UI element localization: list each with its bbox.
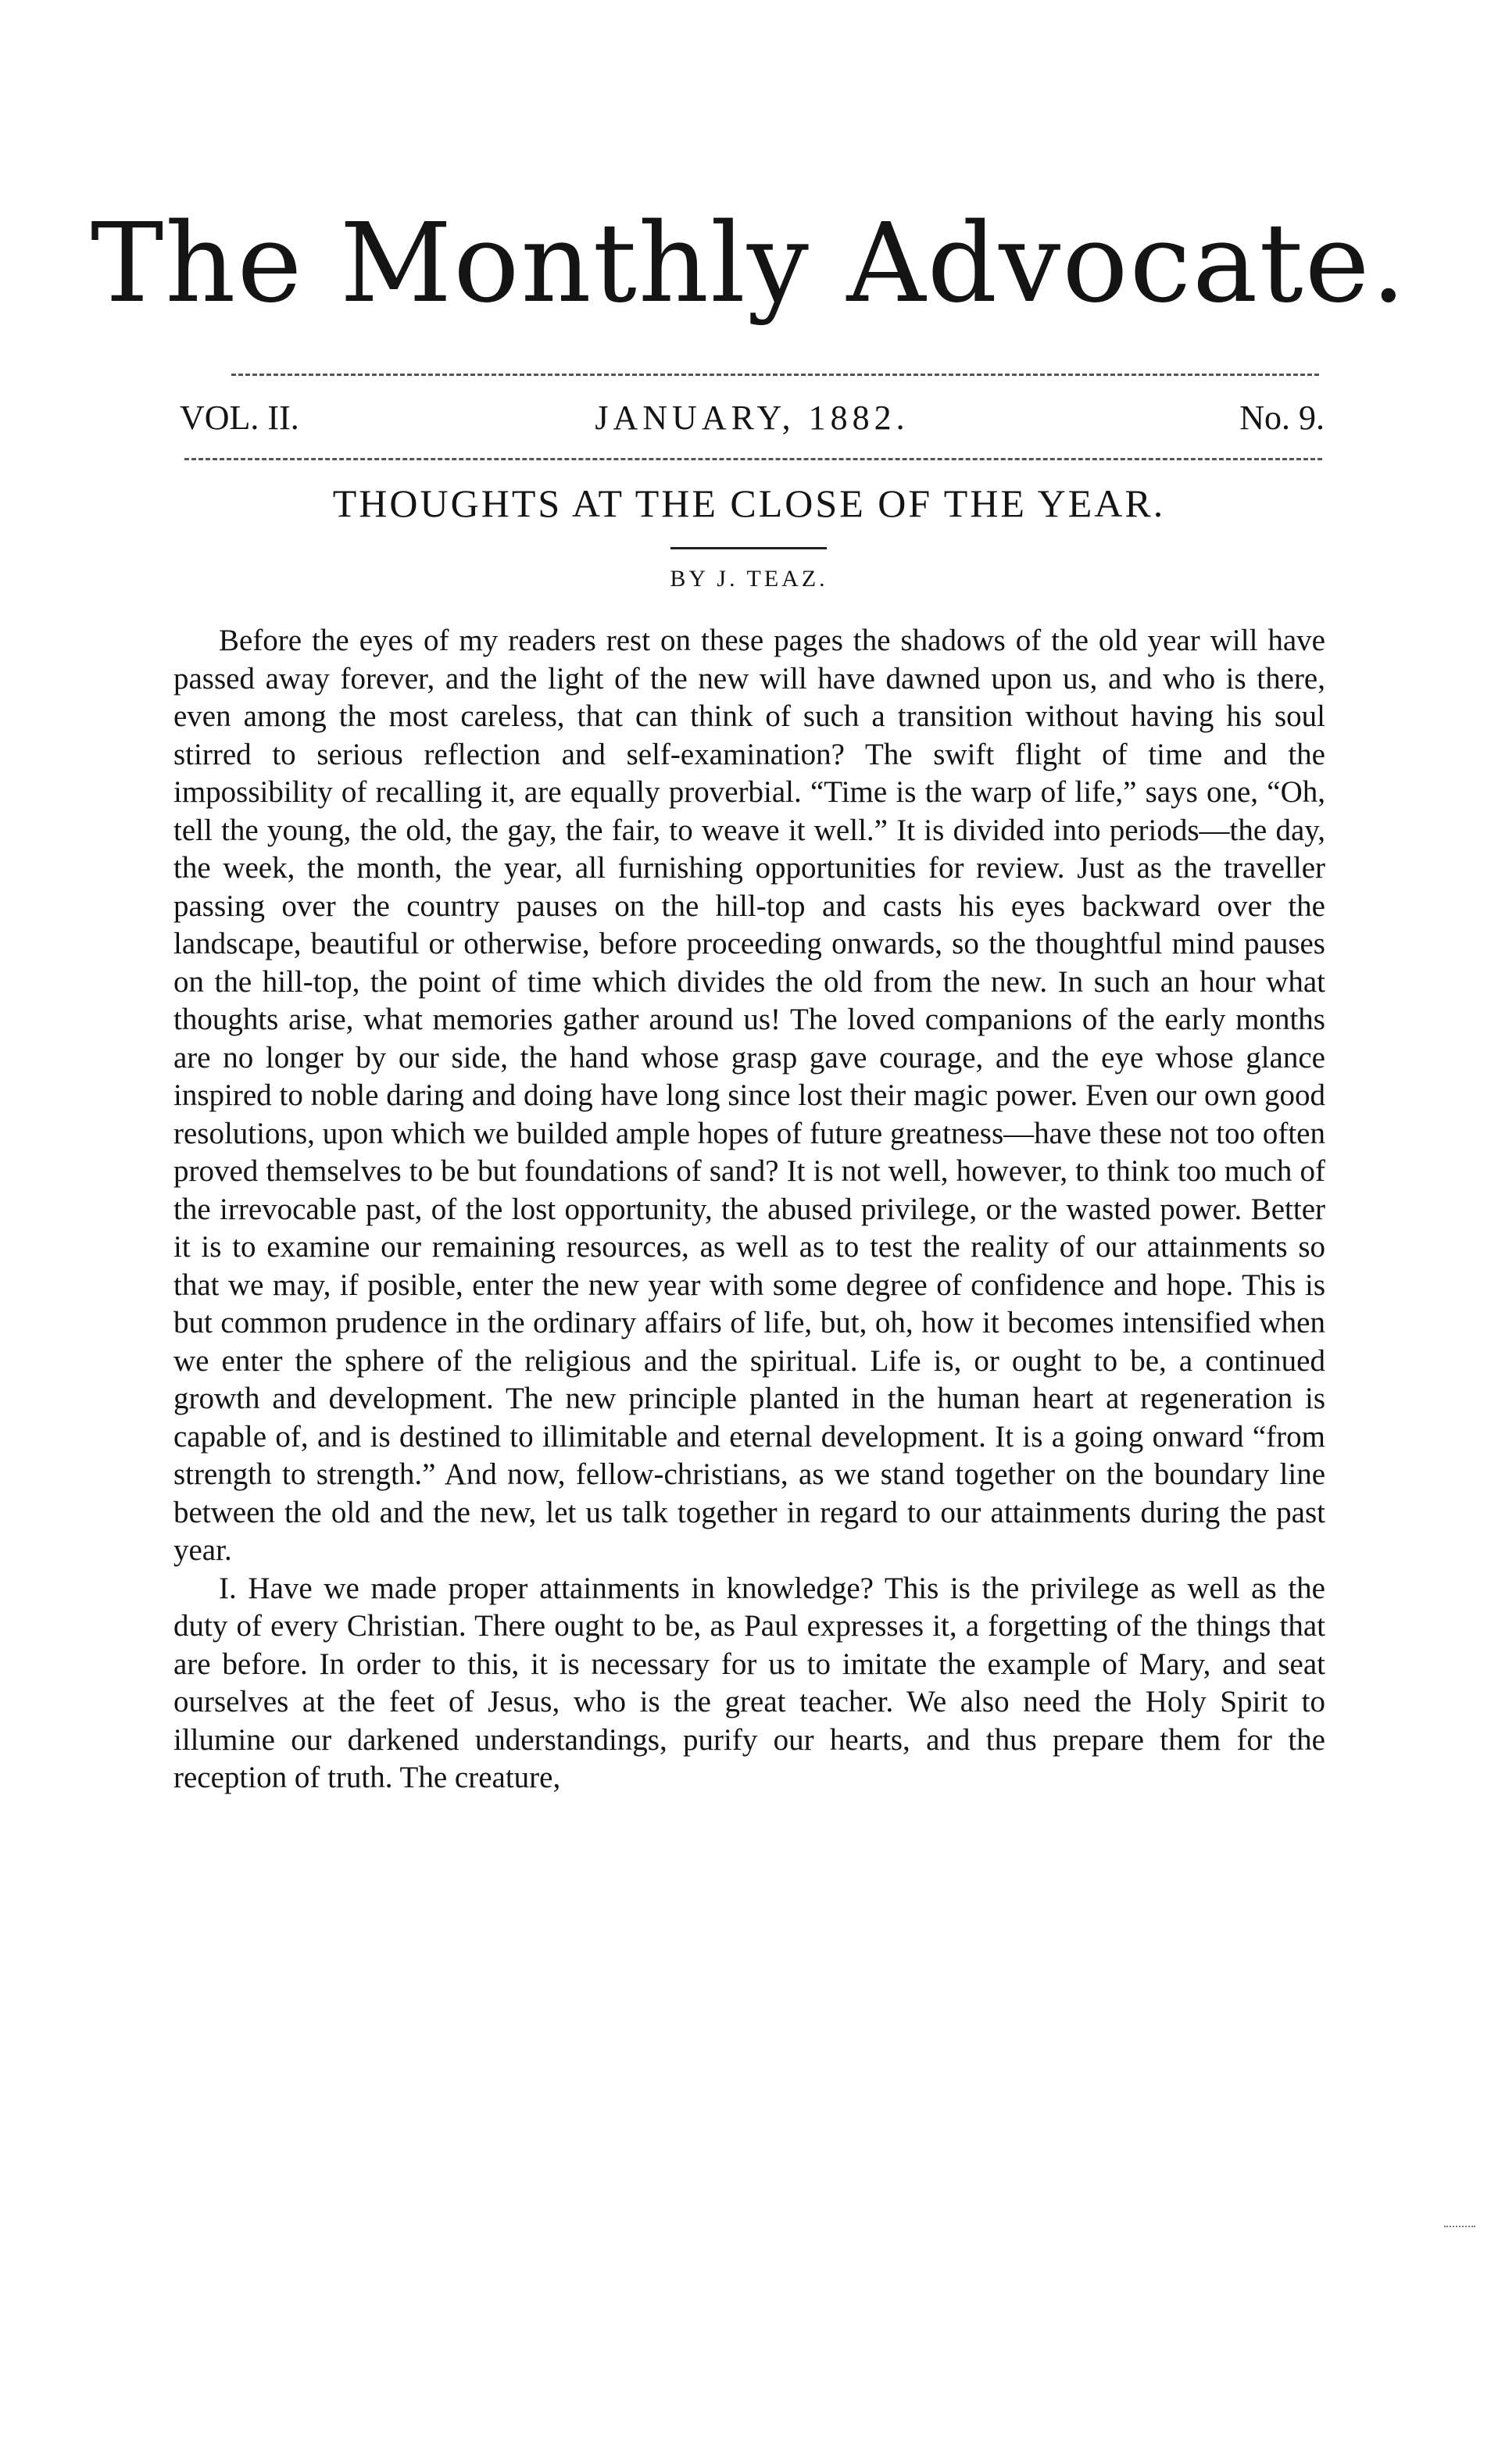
article-body <box>173 622 1325 1797</box>
masthead-rule-top <box>231 374 1319 376</box>
masthead-title: The Monthly Advocate. <box>90 200 1408 327</box>
article-byline: BY J. TEAZ. <box>670 566 828 592</box>
issue-date: JANUARY, 1882. <box>595 399 910 437</box>
article-paragraph-2: I. Have we made proper attainments in knowledge? This is the privilege as well as the duty of every Christian. There ought to be, as Paul expresses it, a forgetting of the things that are before. In order to this, it is necessary for us to imitate the example of Mary, and seat ourselves at the feet of Jesus, who is the great teacher. We also need the Holy Spirit to illumine our darkened understandings, purify our hearts, and thus prepare them for the reception of truth. The creature, <box>173 1571 1325 1794</box>
article-title: THOUGHTS AT THE CLOSE OF THE YEAR. <box>332 481 1166 525</box>
issue-number: No. 9. <box>1239 399 1325 437</box>
print-speck-mark <box>1444 2226 1475 2235</box>
article-paragraph-1: Before the eyes of my readers rest on these pages the shadows of the old year will have passed away forever, and the light of the new will have dawned upon us, and who is there, even among the most careless, that can think of such a transition without having his soul stirred to serious reflection and self-examination? The swift flight of time and the impossibility of recalling it, are equally proverbial. “Time is the warp of life,” says one, “Oh, tell the young, the old, the gay, the fair, to weave it well.” It is divided into periods—the day, the week, the month, the year, all furnishing opportunities for review. Just as the traveller passing over the country pauses on the hill-top and casts his eyes backward over the landscape, beautiful or otherwise, before proceeding onwards, so the thoughtful mind pauses on the hill-top, the point of time which divides the old from the new. In such an hour what thoughts arise, what memories gather around us! The loved companions of the early months are no longer by our side, the hand whose grasp gave courage, and the eye whose glance inspired to noble daring and doing have long since lost their magic power. Even our own good resolutions, upon which we builded ample hopes of future greatness—have these not too often proved themselves to be but foundations of sand? It is not well, however, to think too much of the irrevocable past, of the lost opportunity, the abused privilege, or the wasted power. Better it is to examine our remaining resources, as well as to test the reality of our attainments so that we may, if posible, enter the new year with some degree of confidence and hope. This is but common prudence in the ordinary affairs of life, but, oh, how it becomes intensified when we enter the sphere of the religious and the spiritual. Life is, or ought to be, a continued growth and development. The new principle planted in the human heart at regeneration is capable of, and is destined to illimitable and eternal development. It is a going onward “from strength to strength.” And now, fellow-christians, as we stand together on the boundary line between the old and the new, let us talk together in regard to our attainments during the past year. <box>173 624 1325 1567</box>
issue-line <box>180 395 1325 442</box>
title-rule <box>670 547 827 549</box>
masthead-rule-bottom <box>184 458 1322 460</box>
issue-volume: VOL. II. <box>180 399 299 437</box>
